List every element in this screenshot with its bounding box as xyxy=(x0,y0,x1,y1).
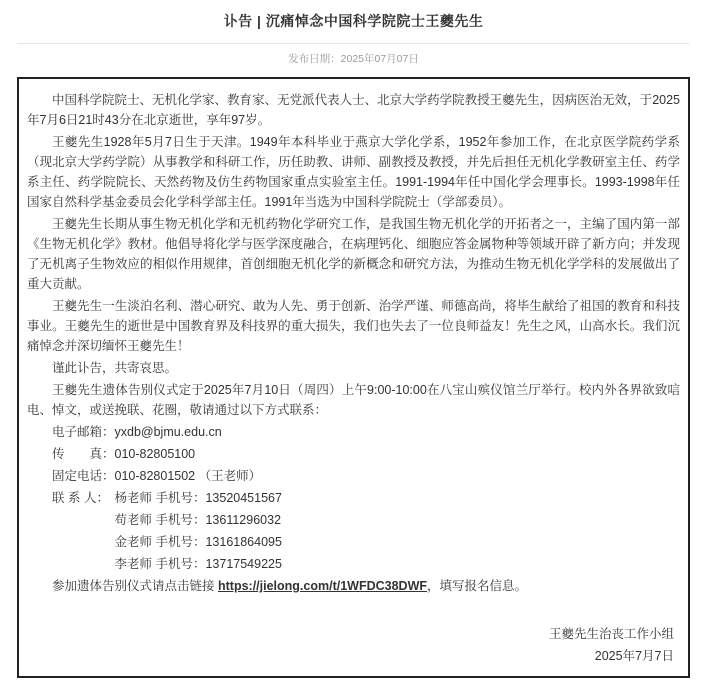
contact-person-yang: 杨老师 手机号：13520451567 xyxy=(114,491,282,505)
contact-phone-value: 010-82801502 （王老师） xyxy=(114,469,262,483)
contact-email-value: yxdb@bjmu.edu.cn xyxy=(114,425,222,439)
registration-line xyxy=(27,576,680,596)
registration-link[interactable]: https://jielong.com/t/1WFDC38DWF xyxy=(217,579,428,593)
contact-fax-label: 传 真： xyxy=(52,447,115,461)
paragraph-condolence: 谨此讣告，共寄哀思。 xyxy=(52,361,178,375)
contact-fax-value: 010-82805100 xyxy=(114,447,196,461)
signature-group: 王夔先生治丧工作小组 xyxy=(548,627,674,641)
signature-block xyxy=(27,624,680,666)
paragraph-tribute: 王夔先生一生淡泊名利、潜心研究、敢为人先、勇于创新、治学严谨、师德高尚，将毕生献给了祖国的教育和科技事业。王夔先生的逝世是中国教育界及科技界的重大损失，我们也失去了一位良师益友！先生之风，山高水长。我们沉痛悼念并深切缅怀王夔先生！ xyxy=(27,299,680,353)
paragraph-death-announcement: 中国科学院院士、无机化学家、教育家、无党派代表人士、北京大学药学院教授王夔先生，因病医治无效，于2025年7月6日21时43分在北京逝世，享年97岁。 xyxy=(27,93,680,127)
contact-fax-line xyxy=(27,444,680,464)
contact-person-gou: 苟老师 手机号：13611296032 xyxy=(114,513,282,527)
paragraph-biography: 王夔先生1928年5月7日生于天津。1949年本科毕业于燕京大学化学系，1952年参加工作，在北京医学院药学系（现北京大学药学院）从事教学和科研工作，历任助教、讲师、副教授及教授，并先后担任无机化学教研室主任、药学系主任、药学院院长、天然药物及仿生药物国家重点实验室主任。1991-1994年任中国化学会理事长。1993-1998年任国家自然科学基金委员会化学科学部主任。1991年当选为中国科学院院士（学部委员）。 xyxy=(27,135,680,209)
page-title: 讣告 | 沉痛悼念中国科学院院士王夔先生 xyxy=(223,13,484,29)
header-divider xyxy=(17,43,690,44)
signature-date: 2025年7月7日 xyxy=(594,649,674,663)
publish-date: 发布日期：2025年07月07日 xyxy=(288,53,419,65)
contact-person-label: 联 系 人： xyxy=(52,491,109,505)
paragraph-ceremony-info: 王夔先生遗体告别仪式定于2025年7月10日（周四）上午9:00-10:00在八宝山殡仪馆兰厅举行。校内外各界欲致唁电、悼文，或送挽联、花圈，敬请通过以下方式联系： xyxy=(27,383,680,417)
contact-person-line xyxy=(27,488,680,508)
contact-email-line xyxy=(27,422,680,442)
contact-phone-line xyxy=(27,466,680,486)
contact-email-label: 电子邮箱： xyxy=(52,425,115,439)
registration-suffix: ，填写报名信息。 xyxy=(427,579,528,593)
contact-phone-label: 固定电话： xyxy=(52,469,115,483)
paragraph-research-contributions: 王夔先生长期从事生物无机化学和无机药物化学研究工作，是我国生物无机化学的开拓者之一，主编了国内第一部《生物无机化学》教材。他倡导将化学与医学深度融合，在病理钙化、细胞应答金属物种等领域开辟了新方向；并发现了无机离子生物效应的相似作用规律，首创细胞无机化学的新概念和研究方法，为推动生物无机化学学科的发展做出了重大贡献。 xyxy=(27,217,680,291)
notice-box xyxy=(17,77,690,678)
contact-person-jin: 金老师 手机号：13161864095 xyxy=(114,535,282,549)
contact-person-li: 李老师 手机号：13717549225 xyxy=(114,557,282,571)
registration-prefix: 参加遗体告别仪式请点击链接 xyxy=(52,579,218,593)
